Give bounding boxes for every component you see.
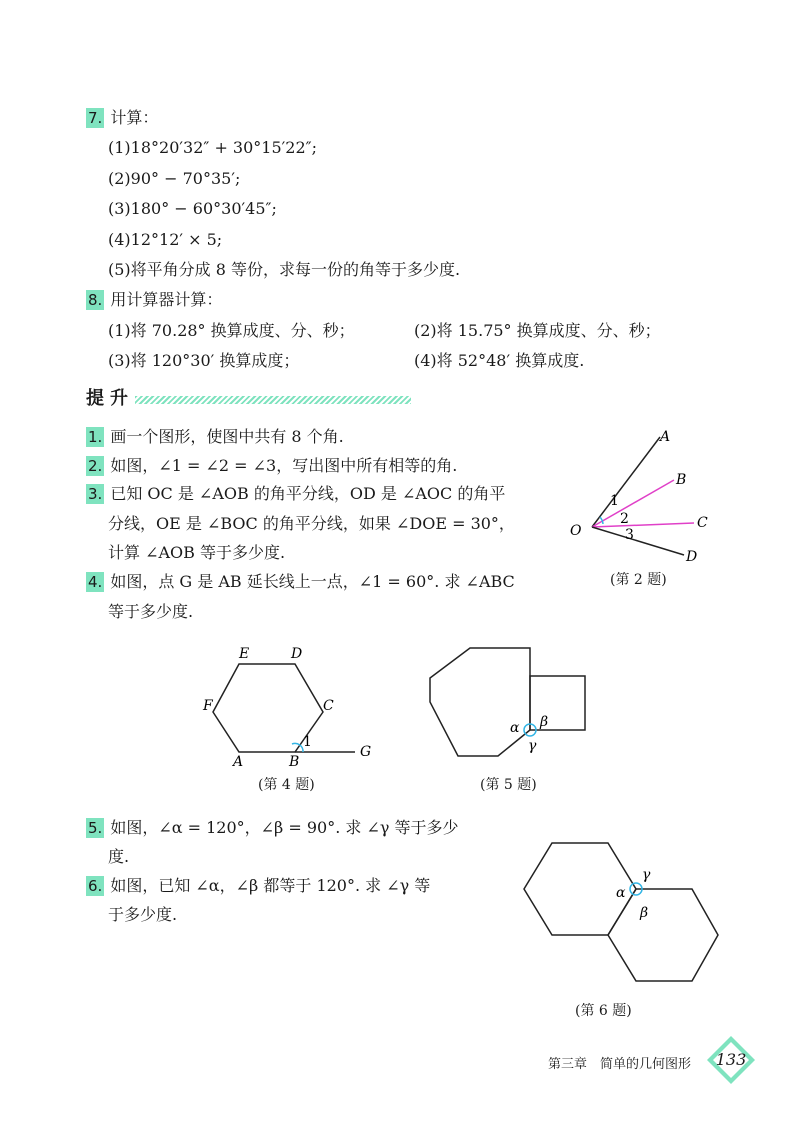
problem-number: 3.: [88, 485, 103, 503]
problem-number: 6.: [88, 877, 103, 895]
figure-4-caption: (第 4 题): [258, 777, 315, 793]
problem-7-heading: [86, 107, 158, 129]
problem-8-item-2: (2)将 15.75° 换算成度、分、秒；: [414, 321, 661, 340]
label-a: A: [660, 429, 671, 445]
problem-1: [86, 426, 344, 448]
problem-5: [86, 817, 459, 839]
label-d: D: [686, 549, 698, 565]
label-c: C: [697, 515, 708, 531]
hexagon-right: [608, 889, 718, 981]
problem-text: 如图，已知 ∠α，∠β 都等于 120°. 求 ∠γ 等: [110, 876, 431, 895]
problem-text: 如图，∠1 = ∠2 = ∠3，写出图中所有相等的角.: [110, 456, 458, 475]
hexagon: [430, 648, 530, 756]
ray-ob: [592, 480, 674, 527]
problem-3-line-3: 计算 ∠AOB 等于多少度.: [108, 543, 286, 562]
label-f: F: [203, 698, 213, 714]
figure-6-two-hexagons: [520, 835, 725, 1000]
problem-4: [86, 571, 515, 593]
label-beta: β: [640, 905, 649, 921]
label-alpha: α: [616, 885, 626, 901]
problem-7-item-1: (1)18°20′32″ + 30°15′22″;: [108, 138, 318, 157]
ray-od: [592, 527, 684, 555]
label-gamma: γ: [642, 867, 651, 883]
problem-number: 4.: [88, 573, 103, 591]
problem-3: [86, 483, 505, 505]
problem-2: [86, 455, 457, 477]
problem-6: [86, 875, 430, 897]
problem-text: 如图，点 G 是 AB 延长线上一点，∠1 = 60°. 求 ∠ABC: [110, 572, 515, 591]
label-angle-1: 1: [303, 734, 312, 750]
problem-4-line-2: 等于多少度.: [108, 602, 194, 621]
problem-number: 5.: [88, 819, 103, 837]
problem-7-item-4: (4)12°12′ × 5;: [108, 230, 223, 249]
chapter-label: 第三章 简单的几何图形: [548, 1057, 692, 1072]
problem-3-line-2: 分线，OE 是 ∠BOC 的角平分线，如果 ∠DOE = 30°，: [108, 514, 515, 533]
problem-number: 1.: [88, 428, 103, 446]
problem-number: 2.: [88, 457, 103, 475]
problem-title: 计算：: [110, 108, 159, 127]
label-e: E: [239, 646, 250, 662]
problem-6-line-2: 于多少度.: [108, 905, 178, 924]
label-angle-2: 2: [620, 511, 629, 527]
ray-oc: [592, 523, 694, 527]
figure-5-hexagon-square: [420, 640, 600, 775]
label-b: B: [676, 472, 687, 488]
figure-5-caption: (第 5 题): [480, 777, 537, 793]
problem-number: 7.: [88, 109, 103, 127]
problem-text: 如图，∠α = 120°，∠β = 90°. 求 ∠γ 等于多少: [110, 818, 459, 837]
label-d: D: [291, 646, 303, 662]
problem-8-item-3: (3)将 120°30′ 换算成度；: [108, 351, 300, 370]
figure-6-caption: (第 6 题): [575, 1003, 632, 1019]
problem-title: 用计算器计算：: [110, 290, 223, 309]
label-c: C: [323, 698, 334, 714]
problem-8-item-4: (4)将 52°48′ 换算成度.: [414, 351, 585, 370]
label-g: G: [360, 744, 372, 760]
problem-8-heading: [86, 289, 222, 311]
problem-7-item-3: (3)180° − 60°30′45″;: [108, 199, 277, 218]
problem-5-line-2: 度.: [108, 847, 130, 866]
problem-text: 画一个图形，使图中共有 8 个角.: [110, 427, 344, 446]
problem-7-item-5: (5)将平角分成 8 等份，求每一份的角等于多少度.: [108, 260, 461, 279]
problem-text: 已知 OC 是 ∠AOB 的角平分线，OD 是 ∠AOC 的角平: [110, 484, 506, 503]
label-gamma: γ: [528, 738, 537, 754]
label-o: O: [570, 523, 582, 539]
problem-7-item-2: (2)90° − 70°35′;: [108, 169, 241, 188]
label-b: B: [289, 754, 300, 770]
section-title: 提升: [86, 388, 134, 409]
label-a: A: [233, 754, 244, 770]
label-angle-1: 1: [610, 493, 619, 509]
label-angle-3: 3: [625, 527, 634, 543]
figure-2-rays: [560, 425, 720, 570]
label-alpha: α: [510, 720, 520, 736]
page-number: 133: [715, 1050, 747, 1069]
problem-number: 8.: [88, 291, 103, 309]
figure-2-caption: (第 2 题): [610, 572, 667, 588]
section-rule: [135, 396, 411, 404]
square: [530, 676, 585, 730]
label-beta: β: [540, 714, 549, 730]
figure-4-hexagon: [195, 640, 385, 775]
problem-8-item-1: (1)将 70.28° 换算成度、分、秒；: [108, 321, 355, 340]
